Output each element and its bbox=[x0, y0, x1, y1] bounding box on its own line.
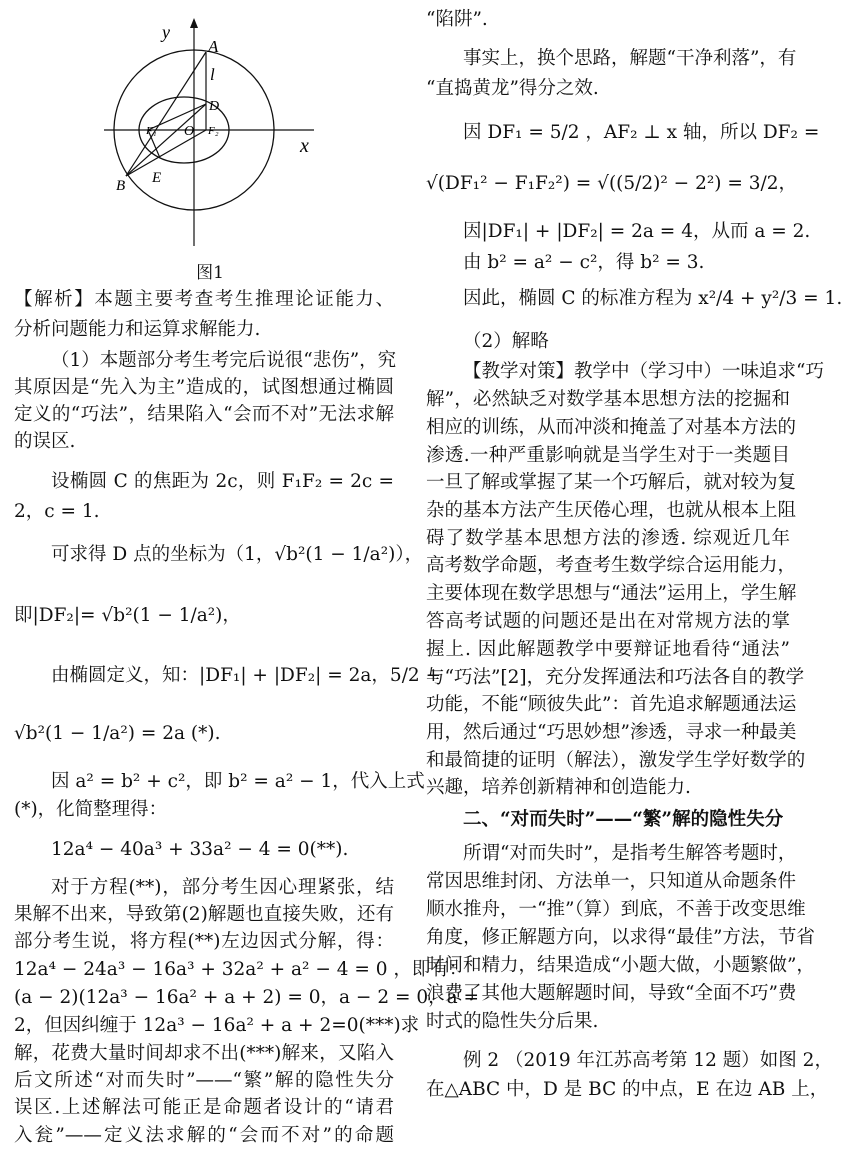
text-line: 12a⁴ − 40a³ + 33a² − 4 = 0(**). bbox=[51, 839, 349, 860]
text-line: √b²(1 − 1/a²) = 2a (*). bbox=[14, 723, 221, 744]
text-line: 其原因是“先入为主”造成的，试图想通过椭圆 bbox=[14, 377, 394, 398]
text-line: 用，然后通过“巧思妙想”渗透，寻求一种最美 bbox=[426, 722, 797, 743]
text-line: 可求得 D 点的坐标为（1，√b²(1 − 1/a²)）， bbox=[51, 544, 424, 565]
section-heading: 二、“对而失时”——“繁”解的隐性失分 bbox=[463, 809, 784, 830]
text-line: 主要体现在数学思想与“通法”运用上，学生解 bbox=[426, 583, 797, 604]
text-line: 2，c = 1. bbox=[14, 501, 100, 522]
line-f1d bbox=[148, 104, 206, 130]
text-line: 分析问题能力和运算求解能力. bbox=[14, 319, 261, 340]
label-d: D bbox=[209, 99, 220, 114]
text-line: 【教学对策】教学中（学习中）一味追求“巧 bbox=[463, 361, 824, 382]
text-line: 角度，修正解题方向，以求得“最佳”方法，节省 bbox=[426, 927, 815, 948]
text-line: 兴趣，培养创新精神和创造能力. bbox=[426, 777, 691, 798]
text-line: 后文所述“对而失时”——“繁”解的隐性失分 bbox=[14, 1070, 394, 1091]
text-line: 由椭圆定义，知：|DF₁| + |DF₂| = 2a，5/2 + bbox=[51, 665, 442, 686]
text-line: 在△ABC 中，D 是 BC 的中点，E 在边 AB 上， bbox=[426, 1079, 829, 1100]
text-line: 果解不出来，导致第(2)解题也直接失败，还有 bbox=[14, 904, 394, 925]
label-f1: F₁ bbox=[146, 125, 157, 137]
text-line: √(DF₁² − F₁F₂²) = √((5/2)² − 2²) = 3/2， bbox=[426, 173, 798, 194]
text-line: 12a⁴ − 24a³ − 16a³ + 32a² + a² − 4 = 0 ，即有： bbox=[14, 959, 468, 980]
label-e: E bbox=[152, 170, 162, 186]
text-line: 因此，椭圆 C 的标准方程为 x²/4 + y²/3 = 1. bbox=[463, 288, 842, 309]
text-line: “陷阱”. bbox=[426, 9, 488, 30]
label-x: x bbox=[300, 135, 309, 157]
text-line: 高考数学命题，考查考生数学综合运用能力， bbox=[426, 555, 797, 576]
text-line: 即|DF₂|= √b²(1 − 1/a²)， bbox=[14, 605, 241, 626]
text-line: 一旦了解或掌握了某一个巧解后，就对较为复 bbox=[426, 472, 797, 493]
figure-caption: 图1 bbox=[196, 263, 224, 283]
text-line: 相应的训练，从而冲淡和掩盖了对基本方法的 bbox=[426, 417, 797, 438]
text-line: (a − 2)(12a³ − 16a² + a + 2) = 0，a − 2 = 0，a = bbox=[14, 987, 480, 1008]
text-line: 入瓮”——定义法求解的“会而不对”的命题 bbox=[14, 1125, 394, 1146]
text-line: 由 b² = a² − c²，得 b² = 3. bbox=[463, 252, 705, 273]
text-line: 设椭圆 C 的焦距为 2c，则 F₁F₂ = 2c = bbox=[51, 471, 394, 492]
label-f2: F₂ bbox=[208, 125, 219, 137]
text-line: 定义的“巧法”，结果陷入“会而不对”无法求解 bbox=[14, 404, 394, 425]
text-line: 碍了数学基本思想方法的渗透. 综观近几年 bbox=[426, 528, 790, 549]
text-line: 事实上，换个思路，解题“干净利落”，有 bbox=[463, 48, 797, 69]
label-o: O bbox=[184, 124, 195, 139]
text-line: 所谓“对而失时”，是指考生解答考题时， bbox=[463, 843, 797, 864]
text-line: 部分考生说，将方程(**)左边因式分解，得： bbox=[14, 931, 394, 952]
figure-1-diagram bbox=[104, 18, 328, 248]
text-line: 【解析】本题主要考查考生推理论证能力、 bbox=[14, 289, 394, 310]
text-line: （2）解略 bbox=[463, 331, 549, 352]
text-line: 握上. 因此解题教学中要辩证地看待“通法” bbox=[426, 639, 790, 660]
label-a: A bbox=[208, 37, 219, 56]
text-line: 渗透.一种严重影响就是当学生对于一类题目 bbox=[426, 445, 790, 466]
text-line: 因 DF₁ = 5/2 ，AF₂ ⊥ x 轴，所以 DF₂ = bbox=[463, 122, 820, 143]
text-line: 答高考试题的问题还是出在对常规方法的掌 bbox=[426, 611, 790, 632]
text-line: 时间和精力，结果造成“小题大做，小题繁做”， bbox=[426, 955, 815, 976]
text-line: （1）本题部分考生考完后说很“悲伤”，究 bbox=[51, 350, 397, 371]
text-line: 时式的隐性失分后果. bbox=[426, 1011, 599, 1032]
text-line: 误区.上述解法可能正是命题者设计的“请君 bbox=[14, 1097, 394, 1118]
text-line: 因|DF₁| + |DF₂| = 2a = 4，从而 a = 2. bbox=[463, 221, 811, 242]
text-line: 杂的基本方法产生厌倦心理，也就从根本上阻 bbox=[426, 500, 797, 521]
text-line: “直捣黄龙”得分之效. bbox=[426, 78, 599, 99]
text-line: 因 a² = b² + c²，即 b² = a² − 1，代入上式 bbox=[51, 771, 425, 792]
text-line: 解，花费大量时间却求不出(***)解来，又陷入 bbox=[14, 1043, 394, 1064]
text-line: 常因思维封闭、方法单一，只知道从命题条件 bbox=[426, 871, 797, 892]
text-line: 与“巧法”[2]，充分发挥通法和巧法各自的教学 bbox=[426, 667, 805, 688]
label-l: l bbox=[210, 65, 215, 84]
text-line: 顺水推舟，一“推”（算）到底，不善于改变思维 bbox=[426, 899, 806, 920]
y-axis-arrow bbox=[190, 18, 198, 28]
text-line: 功能，不能“顾彼失此”：首先追求解题通法运 bbox=[426, 694, 797, 715]
example-heading: 例 2 （2019 年江苏高考第 12 题）如图 2， bbox=[463, 1050, 833, 1071]
text-line: 解”，必然缺乏对数学基本思想方法的挖掘和 bbox=[426, 389, 790, 410]
text-line: 和最简捷的证明（解法），激发学生学好数学的 bbox=[426, 750, 806, 771]
text-line: 浪费了其他大题解题时间，导致“全面不巧”费 bbox=[426, 983, 797, 1004]
text-line: 的误区. bbox=[14, 431, 76, 452]
label-b: B bbox=[116, 178, 126, 194]
text-line: (*)，化简整理得： bbox=[14, 799, 168, 820]
text-line: 对于方程(**)，部分考生因心理紧张，结 bbox=[51, 877, 394, 898]
label-y: y bbox=[162, 22, 170, 42]
text-line: 2，但因纠缠于 12a³ − 16a² + a + 2=0(***)求 bbox=[14, 1015, 420, 1036]
